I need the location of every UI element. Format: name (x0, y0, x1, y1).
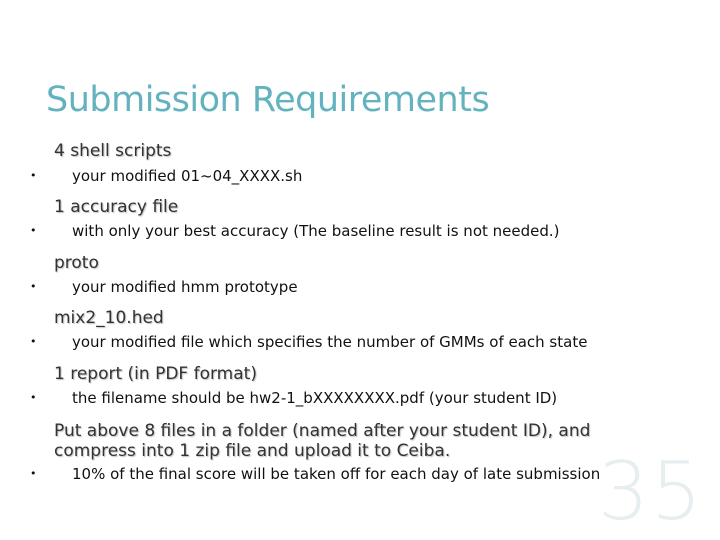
bullet-icon: • (30, 391, 37, 404)
bullet-icon: • (30, 169, 37, 182)
bullet-icon: • (30, 224, 37, 237)
bullet-icon: • (30, 467, 37, 480)
item-heading-shell-scripts: 4 shell scripts (54, 141, 172, 161)
item-bullet-proto (30, 278, 298, 296)
bullet-icon: • (30, 335, 37, 348)
item-heading-mix2-hed: mix2_10.hed (54, 308, 164, 328)
slide-number: 35 (598, 445, 704, 538)
item-bullet-late-penalty (30, 465, 600, 483)
bullet-text: your modified file which specifies the number of GMMs of each state (72, 333, 588, 351)
slide-title: Submission Requirements (46, 80, 490, 120)
item-bullet-accuracy-file (30, 222, 560, 240)
item-bullet-report (30, 389, 557, 407)
bullet-icon: • (30, 280, 37, 293)
item-bullet-shell-scripts (30, 167, 302, 185)
item-bullet-mix2-hed (30, 333, 587, 351)
bullet-text: your modified hmm prototype (72, 278, 298, 296)
bullet-text: your modified 01~04_XXXX.sh (72, 167, 303, 185)
bullet-text: 10% of the final score will be taken off for each day of late submission (72, 465, 601, 483)
bullet-text: the filename should be hw2-1_bXXXXXXXX.pdf (your student ID) (72, 389, 558, 407)
item-heading-accuracy-file: 1 accuracy file (54, 197, 179, 217)
item-heading-proto: proto (54, 253, 99, 273)
bullet-text: with only your best accuracy (The baseline result is not needed.) (72, 222, 560, 240)
item-heading-submission-instructions: Put above 8 files in a folder (named after your student ID), and compress into 1 zip file and upload it to Ceiba. (54, 421, 591, 461)
item-heading-report: 1 report (in PDF format) (54, 364, 257, 384)
